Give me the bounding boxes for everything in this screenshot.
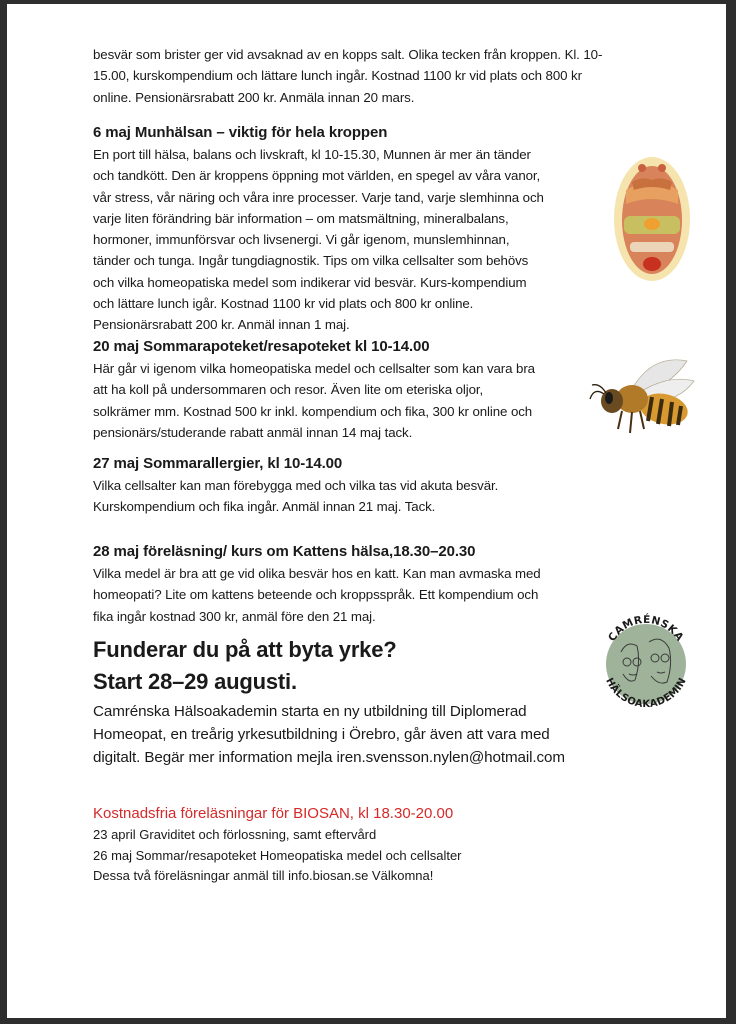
bee-illustration — [582, 349, 697, 439]
event-title: 27 maj Sommarallergier, kl 10-14.00 — [93, 455, 343, 472]
text-line: Dessa två föreläsningar anmäl till info.biosan.se Välkomna! — [93, 868, 434, 883]
event-sommarallergier — [93, 453, 498, 518]
text-line: varje liten förändring bär information – om matsmältning, mineralbalans, — [93, 210, 509, 226]
education-section — [93, 634, 653, 769]
text-line: fika ingår kostnad 300 kr, anmäl före den 21 maj. — [93, 608, 376, 624]
education-start-date: Start 28–29 augusti. — [93, 669, 297, 694]
text-line: Camrénska Hälsoakademin starta en ny utbildning till Diplomerad — [93, 703, 527, 720]
event-title: 6 maj Munhälsan – viktig för hela kroppen — [93, 124, 388, 141]
biosan-heading: Kostnadsfria föreläsningar för BIOSAN, kl 18.30-20.00 — [93, 805, 454, 822]
event-munhalsan — [93, 122, 544, 336]
text-line: En port till hälsa, balans och livskraft, kl 10-15.30, Munnen är mer än tänder — [93, 147, 531, 162]
text-line: vår stress, vår näring och våra inre processer. Varje tand, varje slemhinna och — [93, 189, 544, 205]
text-line: 26 maj Sommar/resapoteket Homeopatiska medel och cellsalter — [93, 847, 462, 863]
text-line: och vilka homeopatiska medel som indikerar vid besvär. Kurs-kompendium — [93, 274, 527, 290]
text-line: och tandkött. Den är kroppens öppning mot världen, en spegel av våra vanor, — [93, 168, 541, 184]
event-title: 28 maj föreläsning/ kurs om Kattens hälsa,18.30–20.30 — [93, 543, 476, 560]
face-illustration — [612, 154, 692, 284]
text-line: solkrämer mm. Kostnad 500 kr inkl. kompendium och fika, 300 kr online och — [93, 403, 533, 419]
logo-bottom-text: HÄLSOAKADEMIN — [603, 676, 689, 711]
text-line: Homeopat, en treårig yrkesutbildning i Örebro, går även att vara med — [93, 725, 550, 743]
text-line: Vilka cellsalter kan man förebygga med och vilka tas vid akuta besvär. — [93, 478, 499, 493]
text-line: online. Pensionärsrabatt 200 kr. Anmäla innan 20 mars. — [93, 89, 415, 105]
text-line: Pensionärsrabatt 200 kr. Anmäl innan 1 maj. — [93, 317, 350, 333]
biosan-section — [93, 803, 462, 887]
text-line: hormoner, immunförsvar och livsenergi. Vi går igenom, munslemhinnan, — [93, 232, 510, 248]
text-line: 23 april Graviditet och förlossning, samt eftervård — [93, 827, 377, 842]
event-kattens-halsa — [93, 541, 541, 627]
event-title: 20 maj Sommarapoteket/resapoteket kl 10-14.00 — [93, 338, 430, 355]
text-line: och lättare lunch igår. Kostnad 1100 kr vid plats och 800 kr online. — [93, 296, 474, 312]
logo-top-text: CAMRÉNSKA — [606, 613, 686, 644]
text-line: Kurskompendium och fika ingår. Anmäl innan 21 maj. Tack. — [93, 499, 436, 515]
text-line: Vilka medel är bra att ge vid olika besvär hos en katt. Kan man avmaska med — [93, 566, 541, 581]
text-line: 15.00, kurskompendium och lättare lunch ingår. Kostnad 1100 kr vid plats och 800 kr — [93, 68, 582, 84]
text-line: tänder och tunga. Ingår tungdiagnostik. Tips om vilka cellsalter som behövs — [93, 253, 529, 269]
text-line: pensionärs/studerande rabatt anmäl innan 14 maj tack. — [93, 424, 413, 440]
text-line: Här går vi igenom vilka homeopatiska medel och cellsalter som kan vara bra — [93, 361, 535, 376]
education-heading: Funderar du på att byta yrke? — [93, 637, 397, 662]
text-line: att ha koll på undersommaren och resor. Även lite om eteriska oljor, — [93, 382, 484, 398]
text-line: digitalt. Begär mer information mejla iren.svensson.nylen@hotmail.com — [93, 748, 565, 766]
intro-paragraph — [93, 44, 602, 108]
text-line: homeopati? Lite om kattens beteende och kroppsspråk. Ett kompendium och — [93, 587, 539, 603]
camrenska-logo — [589, 602, 703, 720]
document-page — [7, 4, 726, 1018]
event-sommarapoteket — [93, 336, 535, 443]
text-line: besvär som brister ger vid avsaknad av en kopps salt. Olika tecken från kroppen. Kl. 10- — [93, 47, 603, 62]
